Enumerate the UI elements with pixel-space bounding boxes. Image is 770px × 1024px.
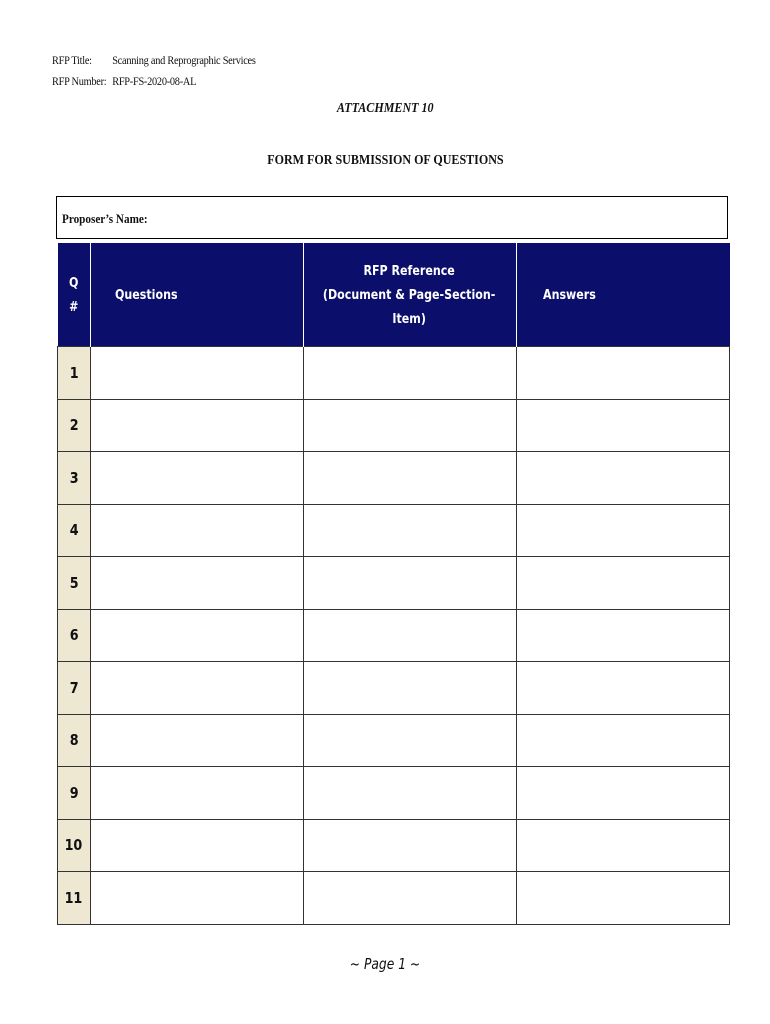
question-cell[interactable] xyxy=(90,347,303,400)
question-cell[interactable] xyxy=(90,609,303,662)
question-number-cell: 2 xyxy=(58,399,91,452)
rfp-reference-cell[interactable] xyxy=(303,662,516,715)
rfp-reference-cell[interactable] xyxy=(303,399,516,452)
question-cell[interactable] xyxy=(90,767,303,820)
question-number-cell: 10 xyxy=(58,819,91,872)
table-row xyxy=(58,767,730,820)
question-number-cell: 3 xyxy=(58,452,91,505)
answer-cell[interactable] xyxy=(516,504,730,557)
rfp-reference-cell[interactable] xyxy=(303,767,516,820)
question-number-cell: 11 xyxy=(58,872,91,925)
proposer-name-field[interactable] xyxy=(56,196,728,239)
question-cell[interactable] xyxy=(90,662,303,715)
rfp-title-line xyxy=(52,53,256,68)
table-row xyxy=(58,872,730,925)
table-row xyxy=(58,504,730,557)
answer-cell[interactable] xyxy=(516,662,730,715)
column-header-questions: Questions xyxy=(90,243,303,347)
rfp-reference-cell[interactable] xyxy=(303,504,516,557)
table-row xyxy=(58,714,730,767)
question-number-cell: 8 xyxy=(58,714,91,767)
table-row xyxy=(58,399,730,452)
question-number-cell: 9 xyxy=(58,767,91,820)
question-cell[interactable] xyxy=(90,399,303,452)
rfp-reference-cell[interactable] xyxy=(303,347,516,400)
rfp-title-value: Scanning and Reprographic Services xyxy=(112,53,256,67)
table-row xyxy=(58,609,730,662)
rfp-number-label: RFP Number: xyxy=(52,74,107,88)
table-row xyxy=(58,557,730,610)
rfp-reference-cell[interactable] xyxy=(303,714,516,767)
table-row xyxy=(58,819,730,872)
proposer-name-label: Proposer’s Name: xyxy=(62,211,148,226)
column-header-q-number: Q # xyxy=(58,243,91,347)
answer-cell[interactable] xyxy=(516,347,730,400)
question-cell[interactable] xyxy=(90,819,303,872)
form-title: FORM FOR SUBMISSION OF QUESTIONS xyxy=(266,153,504,168)
table-row xyxy=(58,662,730,715)
table-row xyxy=(58,452,730,505)
column-header-rfp-reference: RFP Reference (Document & Page-Section- Item) xyxy=(303,243,516,347)
attachment-heading: ATTACHMENT 10 xyxy=(336,101,434,116)
page-number: ~ Page 1 ~ xyxy=(349,955,421,973)
answer-cell[interactable] xyxy=(516,399,730,452)
answer-cell[interactable] xyxy=(516,452,730,505)
question-cell[interactable] xyxy=(90,504,303,557)
answer-cell[interactable] xyxy=(516,819,730,872)
question-number-cell: 4 xyxy=(58,504,91,557)
question-number-cell: 6 xyxy=(58,609,91,662)
answer-cell[interactable] xyxy=(516,714,730,767)
rfp-reference-cell[interactable] xyxy=(303,609,516,662)
rfp-reference-cell[interactable] xyxy=(303,557,516,610)
column-header-answers: Answers xyxy=(516,243,730,347)
question-number-cell: 1 xyxy=(58,347,91,400)
answer-cell[interactable] xyxy=(516,609,730,662)
question-number-cell: 7 xyxy=(58,662,91,715)
question-cell[interactable] xyxy=(90,714,303,767)
rfp-number-value: RFP-FS-2020-08-AL xyxy=(112,74,197,88)
question-number-cell: 5 xyxy=(58,557,91,610)
rfp-number-line xyxy=(52,74,196,89)
answer-cell[interactable] xyxy=(516,872,730,925)
table-row xyxy=(58,347,730,400)
answer-cell[interactable] xyxy=(516,767,730,820)
rfp-title-label: RFP Title: xyxy=(52,53,92,67)
questions-table xyxy=(57,243,730,925)
rfp-reference-cell[interactable] xyxy=(303,872,516,925)
question-cell[interactable] xyxy=(90,452,303,505)
answer-cell[interactable] xyxy=(516,557,730,610)
table-header-row xyxy=(58,243,730,347)
question-cell[interactable] xyxy=(90,557,303,610)
question-cell[interactable] xyxy=(90,872,303,925)
rfp-reference-cell[interactable] xyxy=(303,819,516,872)
rfp-reference-cell[interactable] xyxy=(303,452,516,505)
